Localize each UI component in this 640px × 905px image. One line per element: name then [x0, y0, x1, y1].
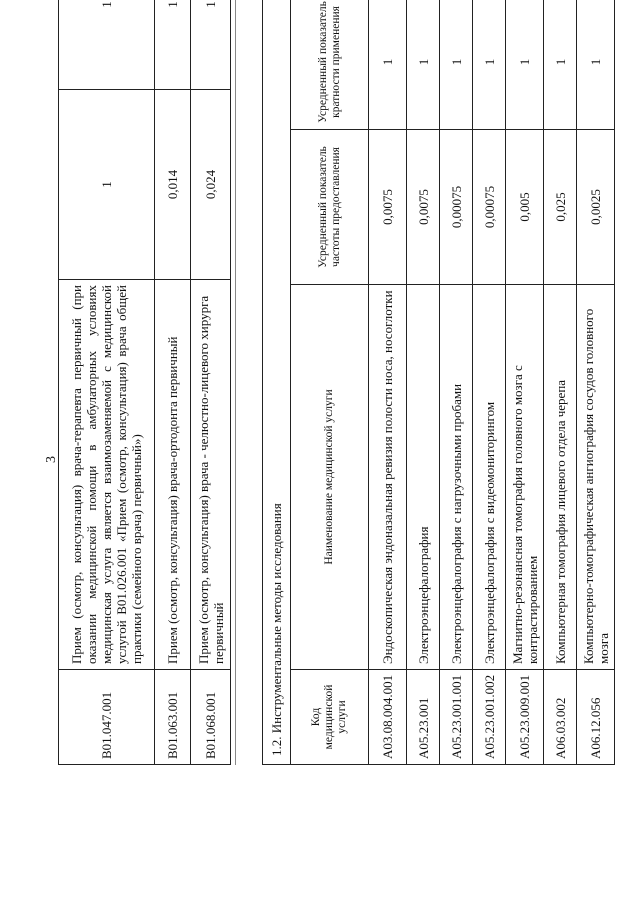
multiplicity-value: 1	[544, 0, 577, 130]
multiplicity-value: 1	[407, 0, 440, 130]
column-header-name: Наименование медицинской услуги	[291, 285, 369, 670]
service-name: Компьютерно-томографическая ангиография сосудов головного мозга	[577, 285, 615, 670]
multiplicity-value: 1	[440, 0, 473, 130]
multiplicity-value: 1	[369, 0, 407, 130]
frequency-value: 0,0025	[577, 130, 615, 285]
service-name: Электроэнцефалография с видеомониторингом	[473, 285, 506, 670]
table-row	[191, 0, 231, 765]
frequency-value: 0,014	[155, 90, 191, 280]
instrumental-methods-table	[262, 0, 615, 765]
multiplicity-value: 1	[506, 0, 544, 130]
section-title: 1.2. Инструментальные методы исследования	[263, 0, 291, 765]
frequency-value: 0,0075	[369, 130, 407, 285]
service-name: Электроэнцефалография с нагрузочными пробами	[440, 285, 473, 670]
service-code: A06.03.002	[544, 670, 577, 765]
service-name: Магнитно-резонансная томография головного мозга с контрастированием	[506, 285, 544, 670]
service-code: A06.12.056	[577, 670, 615, 765]
frequency-value: 0,024	[191, 90, 231, 280]
frequency-value: 0,005	[506, 130, 544, 285]
table-divider	[235, 0, 244, 765]
table-row	[155, 0, 191, 765]
service-code: B01.047.001	[59, 670, 155, 765]
table-row	[577, 0, 615, 765]
service-name: Электроэнцефалография	[407, 285, 440, 670]
column-header-multiplicity: Усредненный показатель кратности применения	[291, 0, 369, 130]
multiplicity-value: 1	[155, 0, 191, 90]
multiplicity-value: 1	[59, 0, 155, 90]
multiplicity-value: 1	[577, 0, 615, 130]
service-code: B01.063.001	[155, 670, 191, 765]
service-name: Прием (осмотр, консультация) врача - челюстно-лицевого хирурга первичный	[191, 280, 231, 670]
table-row	[440, 0, 473, 765]
service-code: A03.08.004.001	[369, 670, 407, 765]
frequency-value: 0,0075	[407, 130, 440, 285]
page-number: 3	[44, 456, 59, 463]
table-row	[506, 0, 544, 765]
service-name: Прием (осмотр, консультация) врача-ортодонта первичный	[155, 280, 191, 670]
service-code: B01.068.001	[191, 670, 231, 765]
service-name: Компьютерная томография лицевого отдела черепа	[544, 285, 577, 670]
service-code: A05.23.001	[407, 670, 440, 765]
services-table-1	[58, 0, 231, 765]
frequency-value: 0,00075	[440, 130, 473, 285]
service-name: Эндоскопическая эндоназальная ревизия полости носа, носоглотки	[369, 285, 407, 670]
table-header-row	[291, 0, 369, 765]
frequency-value: 0,025	[544, 130, 577, 285]
table-row	[407, 0, 440, 765]
service-code: A05.23.001.002	[473, 670, 506, 765]
service-code: A05.23.009.001	[506, 670, 544, 765]
table-row	[369, 0, 407, 765]
frequency-value: 0,00075	[473, 130, 506, 285]
service-name: Прием (осмотр, консультация) врача-терапевта первичный (при оказании медицинской помощи в амбулаторных условиях медицинская услуга является взаимозаменяемой с медицинской услугой B01.026.001 «Прием (осмотр, консультация) врача общей практики (семейного врача) первичный»)	[59, 280, 155, 670]
table-row	[473, 0, 506, 765]
multiplicity-value: 1	[473, 0, 506, 130]
table-row	[59, 0, 155, 765]
column-header-frequency: Усредненный показатель частоты предоставления	[291, 130, 369, 285]
column-header-code: Код медицинской услуги	[291, 670, 369, 765]
multiplicity-value: 1	[191, 0, 231, 90]
frequency-value: 1	[59, 90, 155, 280]
table-row	[544, 0, 577, 765]
service-code: A05.23.001.001	[440, 670, 473, 765]
